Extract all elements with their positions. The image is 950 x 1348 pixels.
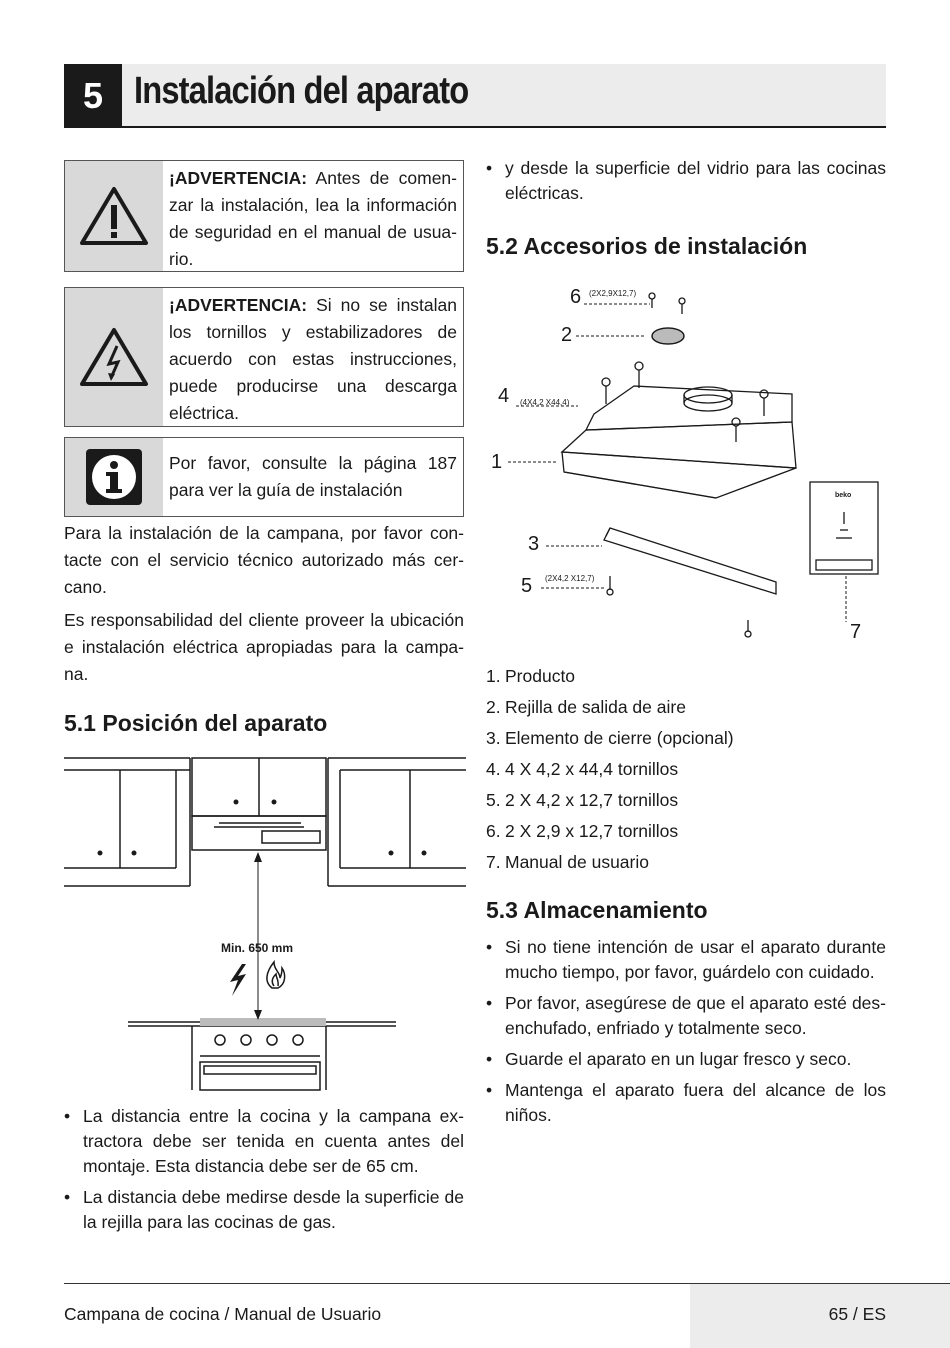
- callout-6: 6: [570, 286, 582, 308]
- list-item: • La distancia debe medirse desde la superficie de la rejilla para las cocinas de gas.: [64, 1185, 464, 1235]
- gas-flame-icon: [267, 962, 285, 988]
- section-heading-storage: 5.3 Almacenamiento: [486, 897, 708, 923]
- callout-7: 7: [850, 621, 862, 643]
- chapter-title: Instalación del aparato: [134, 70, 469, 112]
- list-item: 2. Rejilla de salida de aire: [486, 697, 686, 717]
- list-item: • Mantenga el aparato fuera del alcance de los niños.: [486, 1078, 886, 1128]
- section-heading-position: 5.1 Posición del aparato: [64, 710, 328, 736]
- footer-divider: [64, 1283, 950, 1284]
- warning-text: [169, 292, 457, 427]
- section-heading-accessories: 5.2 Accesorios de instalación: [486, 233, 808, 259]
- callout-4-spec: (4X4,2 X44,4): [520, 398, 570, 407]
- warning-body: Antes de comen- zar la instalación, lea la información de seguridad en el manual de usua- rio.: [169, 168, 457, 269]
- callout-5-spec: (2X4,2 X12,7): [545, 574, 595, 583]
- list-item: • Por favor, asegúrese de que el aparato esté des- enchufado, enfriado y totalmente seco.: [486, 991, 886, 1041]
- warning-box-electric: [64, 287, 464, 427]
- list-item: • Guarde el aparato en un lugar fresco y seco.: [486, 1047, 886, 1072]
- callout-5: 5: [521, 575, 533, 597]
- warning-label: ¡ADVERTENCIA:: [169, 295, 308, 315]
- info-box: [64, 437, 464, 517]
- position-bullet-list: [64, 1104, 464, 1241]
- storage-bullet-list: [486, 935, 886, 1134]
- warning-text: [169, 165, 457, 273]
- callout-2: 2: [561, 324, 573, 346]
- callout-4: 4: [498, 385, 510, 407]
- footer-document-title: Campana de cocina / Manual de Usuario: [64, 1304, 382, 1324]
- warning-body: Si no se instalan los tornillos y estabilizadores de acuerdo con estas instrucciones, puede producirse una descarga eléctrica.: [169, 295, 457, 423]
- accessories-list: [486, 661, 734, 878]
- info-icon-cell: [65, 438, 163, 516]
- callout-6-spec: (2X2,9X12,7): [589, 289, 637, 298]
- accessories-diagram: [486, 276, 886, 646]
- lightning-icon: [230, 964, 246, 996]
- callout-3: 3: [528, 533, 540, 555]
- chapter-number: 5: [64, 64, 122, 128]
- footer-page-number: 65 / ES: [828, 1304, 886, 1324]
- list-item: 3. Elemento de cierre (opcional): [486, 728, 734, 748]
- paragraph-contact: Para la instalación de la campana, por favor con- tacte con el servicio técnico autorizado más cer- cano.: [64, 523, 464, 597]
- list-item: 7. Manual de usuario: [486, 852, 649, 872]
- installation-position-diagram: [64, 756, 466, 1092]
- manual-brand: beko: [835, 492, 852, 499]
- continued-bullet-list: [486, 156, 886, 212]
- callout-1: 1: [491, 451, 503, 473]
- warning-box-general: [64, 160, 464, 272]
- paragraph-responsibility: Es responsabilidad del cliente proveer la ubicación e instalación eléctrica apropiadas para la campa- na.: [64, 610, 464, 684]
- list-item: 4. 4 X 4,2 x 44,4 tornillos: [486, 759, 679, 779]
- min-distance-label: Min. 650 mm: [221, 941, 294, 955]
- electric-warning-icon: [65, 288, 163, 426]
- list-item: 1. Producto: [486, 666, 576, 686]
- list-item: • y desde la superficie del vidrio para las cocinas eléctricas.: [486, 156, 886, 206]
- info-icon: [86, 449, 142, 505]
- info-text: Por favor, consulte la página 187 para ver la guía de instalación: [169, 453, 457, 500]
- list-item: 6. 2 X 2,9 x 12,7 tornillos: [486, 821, 679, 841]
- list-item: • La distancia entre la cocina y la campana ex- tractora debe ser tenida en cuenta antes del montaje. Esta distancia debe ser de 65 cm.: [64, 1104, 464, 1179]
- list-item: • Si no tiene intención de usar el aparato durante mucho tiempo, por favor, guárdelo con cuidado.: [486, 935, 886, 985]
- warning-label: ¡ADVERTENCIA:: [169, 168, 308, 188]
- warning-triangle-icon: [65, 161, 163, 271]
- list-item: 5. 2 X 4,2 x 12,7 tornillos: [486, 790, 679, 810]
